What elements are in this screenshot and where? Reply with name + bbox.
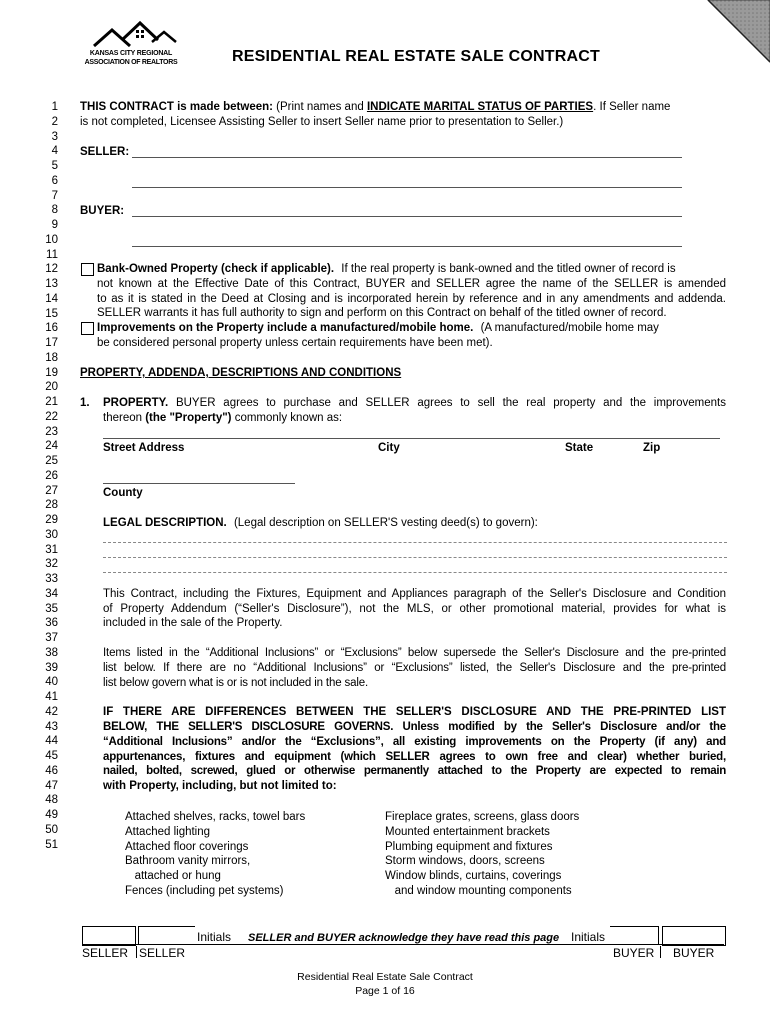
included-item: Attached shelves, racks, towel bars [125, 811, 306, 823]
line-number: 22 [45, 410, 58, 423]
initials-label-left: Initials [197, 930, 232, 944]
line-number: 13 [45, 278, 58, 290]
buyer-name-field-1[interactable] [132, 216, 682, 217]
line-number: 27 [45, 484, 58, 497]
manufactured-home-checkbox[interactable] [81, 322, 94, 335]
items-para-2: list below. If there are no “Additional Inclusions” or “Exclusions” listed, the Seller's Disclosure and the pre-printed [103, 662, 726, 674]
acknowledgment-text: SELLER and BUYER acknowledge they have read this page [248, 932, 560, 944]
bank-owned-text-1: If the real property is bank-owned and the titled owner of record is [341, 263, 676, 275]
buyer-2-label: BUYER [673, 946, 715, 960]
intro-rest: . If Seller name [593, 101, 671, 113]
line-number: 44 [45, 735, 58, 748]
line-number: 9 [51, 219, 58, 231]
line-number: 12 [45, 263, 58, 276]
included-item: Fireplace grates, screens, glass doors [385, 811, 580, 823]
county-field[interactable] [103, 483, 295, 484]
intro-line-1 [80, 100, 670, 114]
seller-1-label: SELLER [82, 946, 129, 960]
line-number: 30 [45, 528, 58, 541]
buyer-initials-box-2[interactable] [662, 926, 726, 946]
bold-para-2: BELOW, THE SELLER'S DISCLOSURE GOVERNS. Unless modified by the Seller's Disclosure and/or the [103, 721, 726, 733]
line-number: 19 [45, 366, 58, 379]
included-item: attached or hung [125, 870, 221, 882]
manufactured-text-1: (A manufactured/mobile home may [480, 322, 659, 334]
initials-baseline [82, 944, 724, 945]
buyer-label: BUYER: [80, 205, 125, 217]
line-number: 14 [45, 292, 58, 305]
intro-paren: (Print names and [272, 101, 367, 113]
seller-name-field-1[interactable] [132, 157, 682, 158]
line-number: 31 [45, 543, 58, 556]
line-number: 49 [45, 809, 58, 821]
line-number: 33 [45, 573, 58, 585]
included-item: Storm windows, doors, screens [385, 855, 545, 868]
line-number: 1 [51, 101, 58, 113]
street-address-label: Street Address [103, 442, 185, 454]
line-number: 15 [45, 307, 58, 320]
line-number: 35 [45, 602, 58, 615]
fixtures-para-2: of Property Addendum (“Seller's Disclosure”), not the MLS, or other promotional material, provides for what is [103, 603, 726, 615]
line-number: 4 [51, 145, 58, 158]
line-number: 38 [45, 646, 58, 659]
seller-initials-box-2[interactable] [138, 926, 195, 945]
line-number: 37 [45, 632, 58, 644]
included-item: Attached lighting [125, 825, 211, 838]
line-number: 29 [45, 514, 58, 526]
legal-description-field-3[interactable] [103, 572, 727, 573]
fixtures-para-3: included in the sale of the Property. [103, 617, 283, 629]
bank-owned-text-4: SELLER warrants it has full authority to sign and perform on this Contract on behalf of the titled owner of record. [97, 307, 667, 319]
initials-divider-right [660, 946, 661, 958]
intro-emph: INDICATE MARITAL STATUS OF PARTIES [366, 101, 594, 113]
city-label: City [378, 442, 400, 454]
property-line-2 [103, 411, 342, 425]
line-number: 16 [45, 322, 58, 335]
line-number: 11 [46, 248, 58, 261]
page-corner-fold [700, 0, 770, 70]
line-number: 36 [45, 617, 58, 630]
bank-owned-label: Bank-Owned Property (check if applicable). [97, 263, 335, 275]
kcrar-logo [80, 20, 180, 70]
included-item: Mounted entertainment brackets [385, 825, 550, 838]
included-item: Window blinds, curtains, coverings [385, 870, 562, 882]
legal-description-label: LEGAL DESCRIPTION. [103, 517, 227, 529]
included-item: and window mounting components [385, 884, 572, 897]
section-heading: PROPERTY, ADDENDA, DESCRIPTIONS AND CONDITIONS [80, 367, 402, 379]
line-number: 41 [45, 691, 58, 703]
line-number: 25 [45, 455, 58, 467]
property-text-2c: commonly known as: [231, 412, 343, 424]
items-para-1: Items listed in the “Additional Inclusions” or “Exclusions” below supersede the Seller's Disclosure and the pre-printed [103, 647, 726, 659]
property-text-1: BUYER agrees to purchase and SELLER agrees to sell the real property and the improvements [175, 397, 726, 409]
manufactured-label: Improvements on the Property include a manufactured/mobile home. [97, 322, 474, 334]
line-number: 32 [45, 558, 58, 571]
property-number: 1. [80, 397, 90, 409]
initials-divider-left [136, 946, 137, 958]
property-label: PROPERTY. [103, 397, 169, 409]
line-number: 21 [45, 396, 58, 408]
line-number: 51 [45, 838, 58, 851]
included-item: Plumbing equipment and fixtures [385, 840, 553, 853]
fixtures-para-1: This Contract, including the Fixtures, Equipment and Appliances paragraph of the Seller's Disclosure and Condition [103, 588, 726, 600]
line-number: 47 [45, 779, 58, 792]
line-number: 43 [45, 720, 58, 733]
bank-owned-text-2: not known at the Effective Date of this Contract, BUYER and SELLER agree the name of the SELLER is amended [97, 278, 726, 290]
line-number: 45 [45, 750, 58, 762]
seller-name-field-2[interactable] [132, 187, 682, 188]
buyer-initials-box-1[interactable] [610, 926, 659, 945]
line-number: 34 [45, 587, 58, 600]
line-number: 5 [51, 160, 58, 172]
logo-line-1: KANSAS CITY REGIONAL [89, 50, 173, 57]
manufactured-line-1 [97, 321, 659, 335]
line-number: 23 [45, 425, 58, 438]
seller-2-label: SELLER [139, 946, 186, 960]
logo-line-2: ASSOCIATION OF REALTORS [84, 59, 178, 66]
line-number: 42 [45, 705, 58, 718]
house-roof-icon [80, 20, 180, 48]
bold-para-6: with Property, including, but not limited to: [103, 780, 337, 792]
line-number: 46 [45, 764, 58, 777]
intro-line-2: is not completed, Licensee Assisting Seller to insert Seller name prior to presentation to Seller.) [80, 116, 564, 128]
legal-description-field-2[interactable] [103, 557, 727, 558]
property-text-2a: thereon [103, 412, 146, 424]
line-number: 3 [51, 130, 58, 143]
bold-para-3: “Additional Inclusions” and/or the “Exclusions”, all existing improvements on the Property (if any) and [103, 736, 726, 748]
line-number: 26 [45, 469, 58, 482]
seller-label: SELLER: [80, 146, 130, 158]
county-label: County [103, 487, 143, 499]
line-number: 50 [45, 823, 58, 836]
bank-owned-line-1 [97, 262, 726, 276]
zip-label: Zip [643, 442, 661, 454]
line-number: 40 [45, 676, 58, 689]
buyer-name-field-2[interactable] [132, 246, 682, 247]
state-label: State [565, 442, 594, 454]
legal-description-line [103, 516, 538, 530]
page-title: RESIDENTIAL REAL ESTATE SALE CONTRACT [232, 48, 601, 65]
line-number: 6 [51, 174, 58, 187]
footer-title: Residential Real Estate Sale Contract [297, 971, 473, 983]
bank-owned-text-3: to as it is stated in the Deed at Closing and is incorporated herein by reference and in any amendments and addenda. [97, 293, 726, 305]
line-number: 10 [45, 233, 58, 246]
line-number: 7 [51, 189, 58, 202]
items-para-3: list below govern what is or is not included in the sale. [103, 677, 369, 689]
bold-para-1: IF THERE ARE DIFFERENCES BETWEEN THE SELLER'S DISCLOSURE AND THE PRE-PRINTED LIST [103, 706, 726, 718]
footer-page-number: Page 1 of 16 [355, 985, 415, 997]
property-line-1 [103, 396, 726, 410]
intro-lead: THIS CONTRACT is made between: [80, 101, 273, 113]
included-item: Attached floor coverings [125, 840, 249, 853]
bold-para-5: nailed, bolted, screwed, glued or otherwise permanently attached to the Property are expected to remain [103, 765, 726, 777]
line-number: 20 [45, 381, 58, 394]
address-field[interactable] [103, 438, 720, 439]
line-number: 48 [45, 794, 58, 807]
line-number: 28 [45, 499, 58, 512]
line-number: 8 [51, 204, 58, 217]
line-number: 24 [45, 440, 58, 453]
line-number: 18 [45, 351, 58, 364]
seller-initials-box-1[interactable] [82, 926, 136, 946]
bold-para-4: appurtenances, fixtures and equipment (which SELLER agrees to own free and clear) whether buried, [103, 751, 726, 763]
legal-description-field-1[interactable] [103, 542, 727, 543]
initials-label-right: Initials [571, 930, 606, 944]
line-number: 39 [45, 661, 58, 674]
included-item: Bathroom vanity mirrors, [125, 855, 251, 868]
property-text-2b: (the "Property") [145, 412, 232, 424]
legal-description-text: (Legal description on SELLER'S vesting deed(s) to govern): [233, 517, 538, 529]
bank-owned-checkbox[interactable] [81, 263, 94, 276]
buyer-1-label: BUYER [613, 946, 655, 960]
line-number: 17 [45, 337, 58, 349]
line-number: 2 [51, 115, 58, 128]
manufactured-text-2: be considered personal property unless certain requirements have been met). [97, 337, 493, 349]
included-item: Fences (including pet systems) [125, 884, 284, 897]
